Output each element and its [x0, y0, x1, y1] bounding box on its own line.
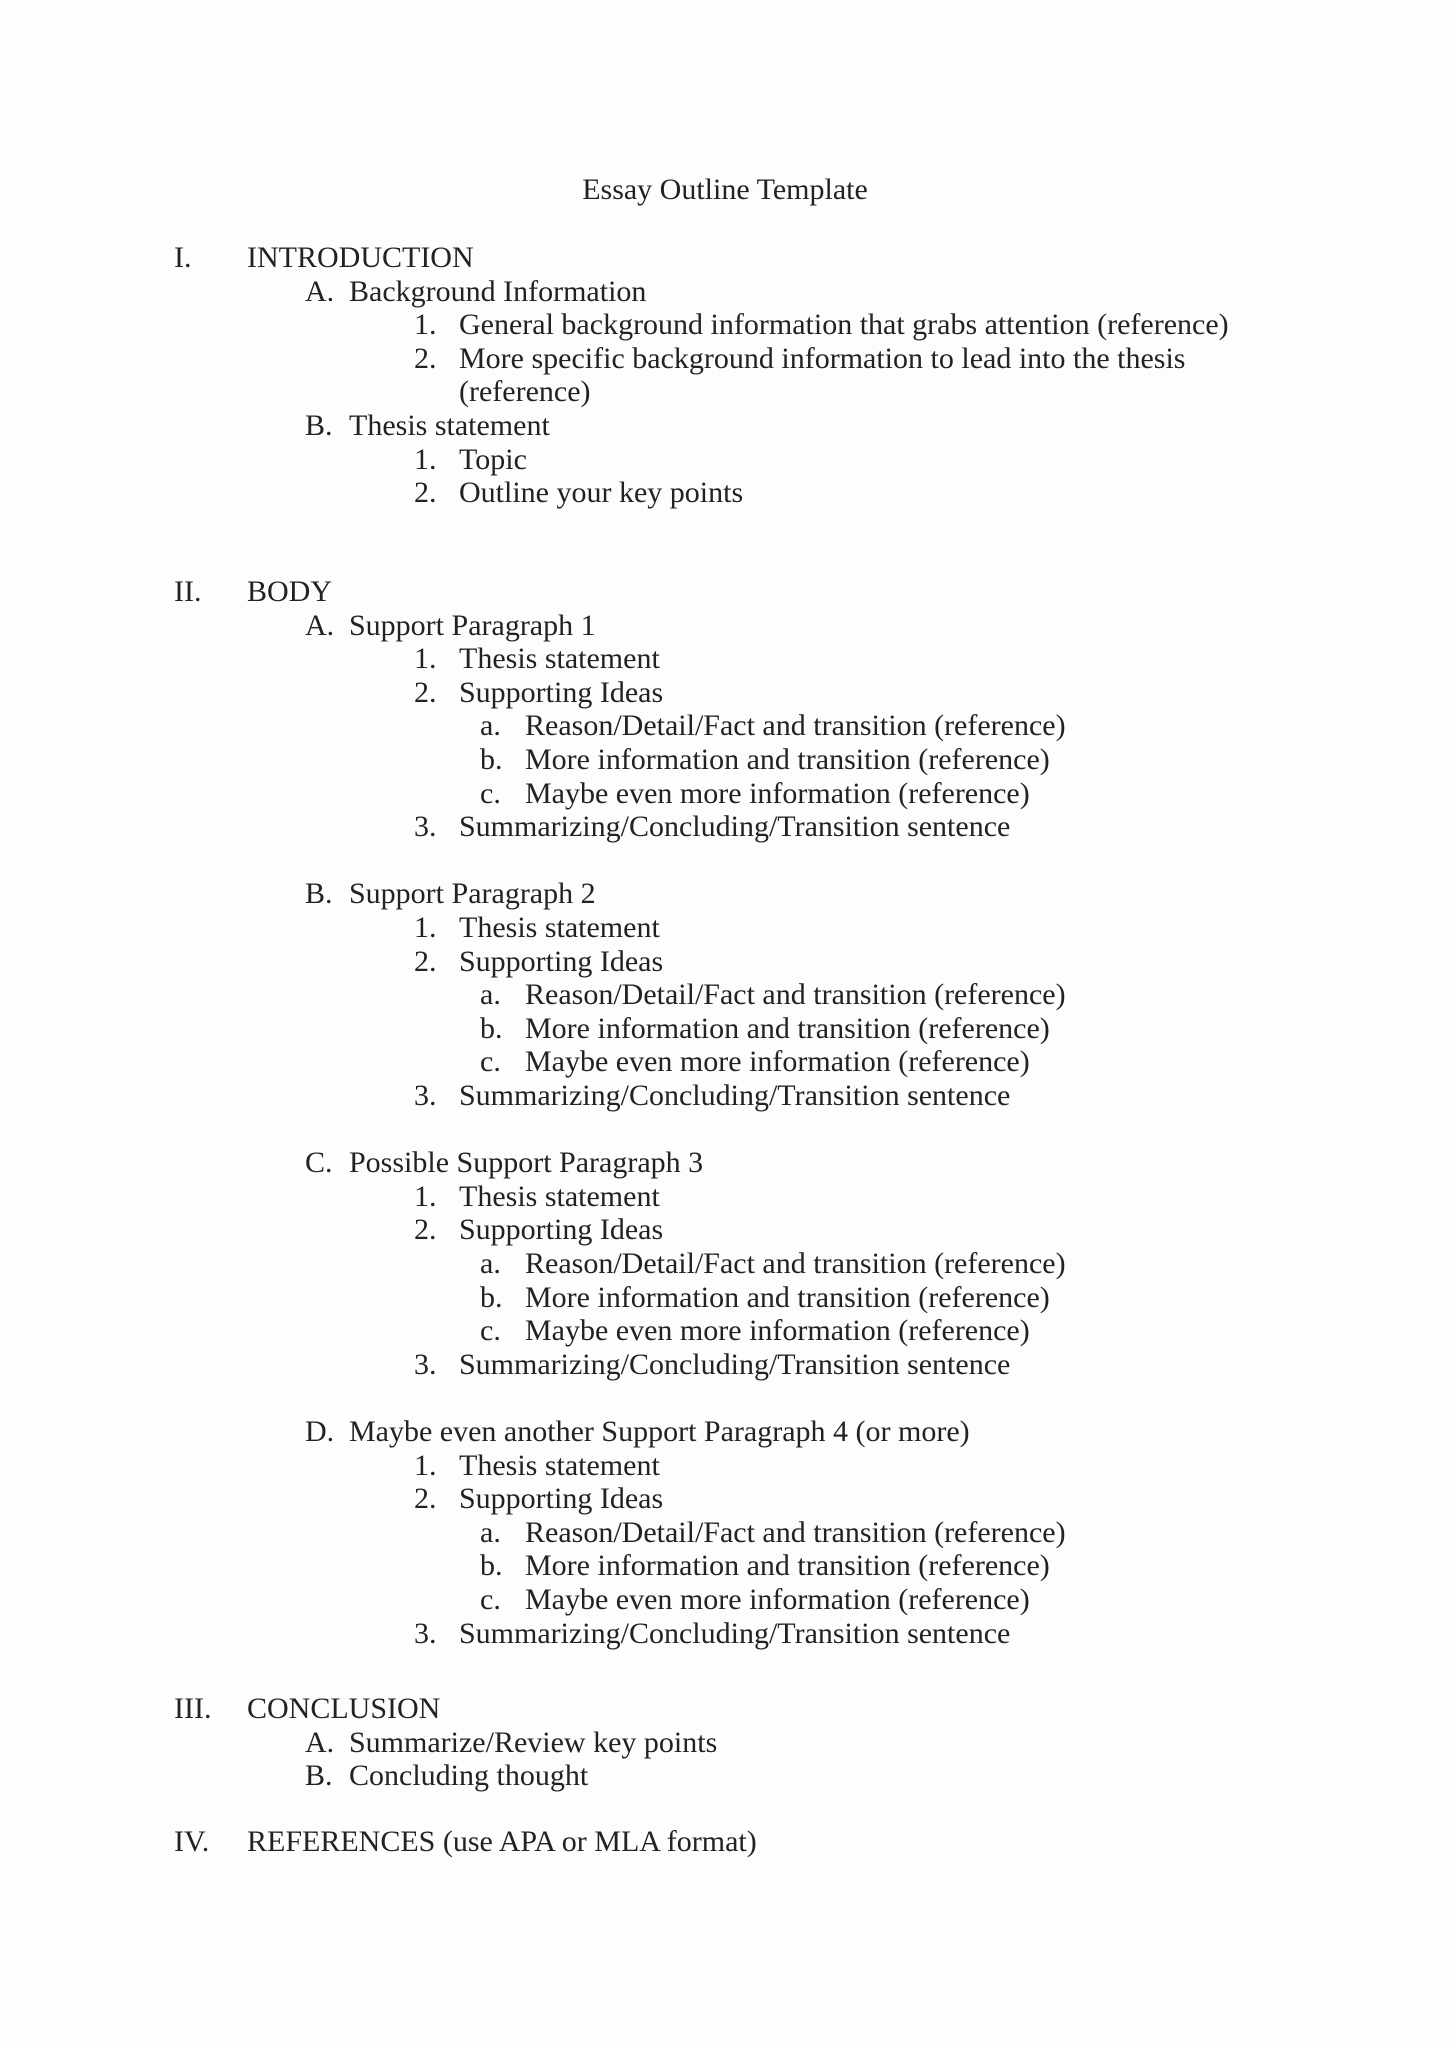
point-number: 2.: [414, 476, 437, 510]
item-heading: Support Paragraph 2: [349, 877, 596, 911]
point-text: General background information that grabs attention (reference): [459, 308, 1229, 342]
point-number: 2.: [414, 1213, 437, 1247]
item-letter: A.: [305, 274, 335, 308]
point-number: 3.: [414, 1347, 437, 1381]
subpoint-letter: a.: [480, 1247, 501, 1280]
item-letter: B.: [305, 1759, 333, 1793]
item-letter: A.: [305, 1725, 335, 1759]
point-number: 1.: [414, 442, 437, 476]
point-text: Summarizing/Concluding/Transition sentence: [459, 1616, 1011, 1650]
item-heading: Thesis statement: [349, 409, 550, 442]
point-text: Outline your key points: [459, 476, 744, 510]
section-numeral: III.: [174, 1692, 212, 1725]
item-heading: Maybe even another Support Paragraph 4 (or more): [349, 1415, 970, 1448]
subpoint-letter: c.: [480, 1583, 501, 1616]
subpoint-text: Reason/Detail/Fact and transition (reference): [525, 1515, 1066, 1549]
section-heading: INTRODUCTION: [247, 241, 474, 274]
subpoint-text: More information and transition (reference): [525, 1280, 1050, 1314]
point-text: Supporting Ideas: [459, 1482, 664, 1516]
subpoint-letter: b.: [480, 1011, 503, 1045]
item-letter: D.: [305, 1415, 335, 1448]
subpoint-letter: c.: [480, 1314, 501, 1348]
subpoint-letter: c.: [480, 1045, 501, 1079]
subpoint-text: Reason/Detail/Fact and transition (reference): [525, 1247, 1066, 1280]
point-number: 1.: [414, 308, 437, 342]
subpoint-letter: a.: [480, 978, 501, 1012]
subpoint-text: More information and transition (reference): [525, 1549, 1050, 1583]
subpoint-letter: c.: [480, 776, 501, 810]
point-number: 2.: [414, 1482, 437, 1516]
section-heading: CONCLUSION: [247, 1692, 441, 1725]
point-number: 2.: [414, 944, 437, 978]
point-text: Summarizing/Concluding/Transition sentence: [459, 1347, 1011, 1381]
subpoint-letter: b.: [480, 1549, 503, 1583]
subpoint-text: Reason/Detail/Fact and transition (reference): [525, 978, 1066, 1012]
section-numeral: I.: [174, 241, 192, 274]
page-title: Essay Outline Template: [582, 173, 868, 206]
point-number: 3.: [414, 810, 437, 844]
point-number: 3.: [414, 1079, 437, 1112]
point-text: Supporting Ideas: [459, 675, 664, 709]
subpoint-letter: a.: [480, 709, 501, 743]
section-heading: BODY: [247, 575, 333, 608]
subpoint-text: More information and transition (reference): [525, 743, 1050, 776]
point-text: Thesis statement: [459, 1179, 660, 1213]
point-text-continuation: (reference): [459, 375, 591, 409]
point-text: Topic: [459, 442, 527, 476]
subpoint-text: Maybe even more information (reference): [525, 1583, 1030, 1616]
item-letter: B.: [305, 877, 333, 911]
subpoint-text: Maybe even more information (reference): [525, 1045, 1030, 1079]
section-heading: REFERENCES (use APA or MLA format): [247, 1825, 757, 1858]
subpoint-letter: b.: [480, 1280, 503, 1314]
point-number: 1.: [414, 1448, 437, 1482]
item-letter: B.: [305, 409, 333, 442]
subpoint-text: More information and transition (reference): [525, 1011, 1050, 1045]
point-text: Summarizing/Concluding/Transition sentence: [459, 1079, 1011, 1112]
subpoint-text: Maybe even more information (reference): [525, 1314, 1030, 1348]
point-number: 3.: [414, 1616, 437, 1650]
point-text: Summarizing/Concluding/Transition sentence: [459, 810, 1011, 844]
point-text: More specific background information to lead into the thesis: [459, 341, 1186, 375]
point-number: 2.: [414, 675, 437, 709]
point-text: Thesis statement: [459, 1448, 660, 1482]
subpoint-text: Maybe even more information (reference): [525, 776, 1030, 810]
section-numeral: IV.: [174, 1825, 210, 1858]
point-number: 1.: [414, 642, 437, 676]
point-text: Supporting Ideas: [459, 1213, 664, 1247]
item-heading: Concluding thought: [349, 1759, 589, 1793]
item-heading: Summarize/Review key points: [349, 1725, 718, 1759]
subpoint-letter: a.: [480, 1515, 501, 1549]
subpoint-text: Reason/Detail/Fact and transition (reference): [525, 709, 1066, 743]
section-numeral: II.: [174, 575, 202, 608]
item-heading: Background Information: [349, 274, 647, 308]
point-number: 1.: [414, 911, 437, 944]
point-text: Thesis statement: [459, 911, 660, 944]
point-text: Supporting Ideas: [459, 944, 664, 978]
subpoint-letter: b.: [480, 743, 503, 776]
point-number: 1.: [414, 1179, 437, 1213]
item-heading: Support Paragraph 1: [349, 608, 596, 642]
item-letter: C.: [305, 1146, 333, 1180]
point-number: 2.: [414, 341, 437, 375]
point-text: Thesis statement: [459, 642, 660, 676]
item-heading: Possible Support Paragraph 3: [349, 1146, 704, 1180]
item-letter: A.: [305, 608, 335, 642]
